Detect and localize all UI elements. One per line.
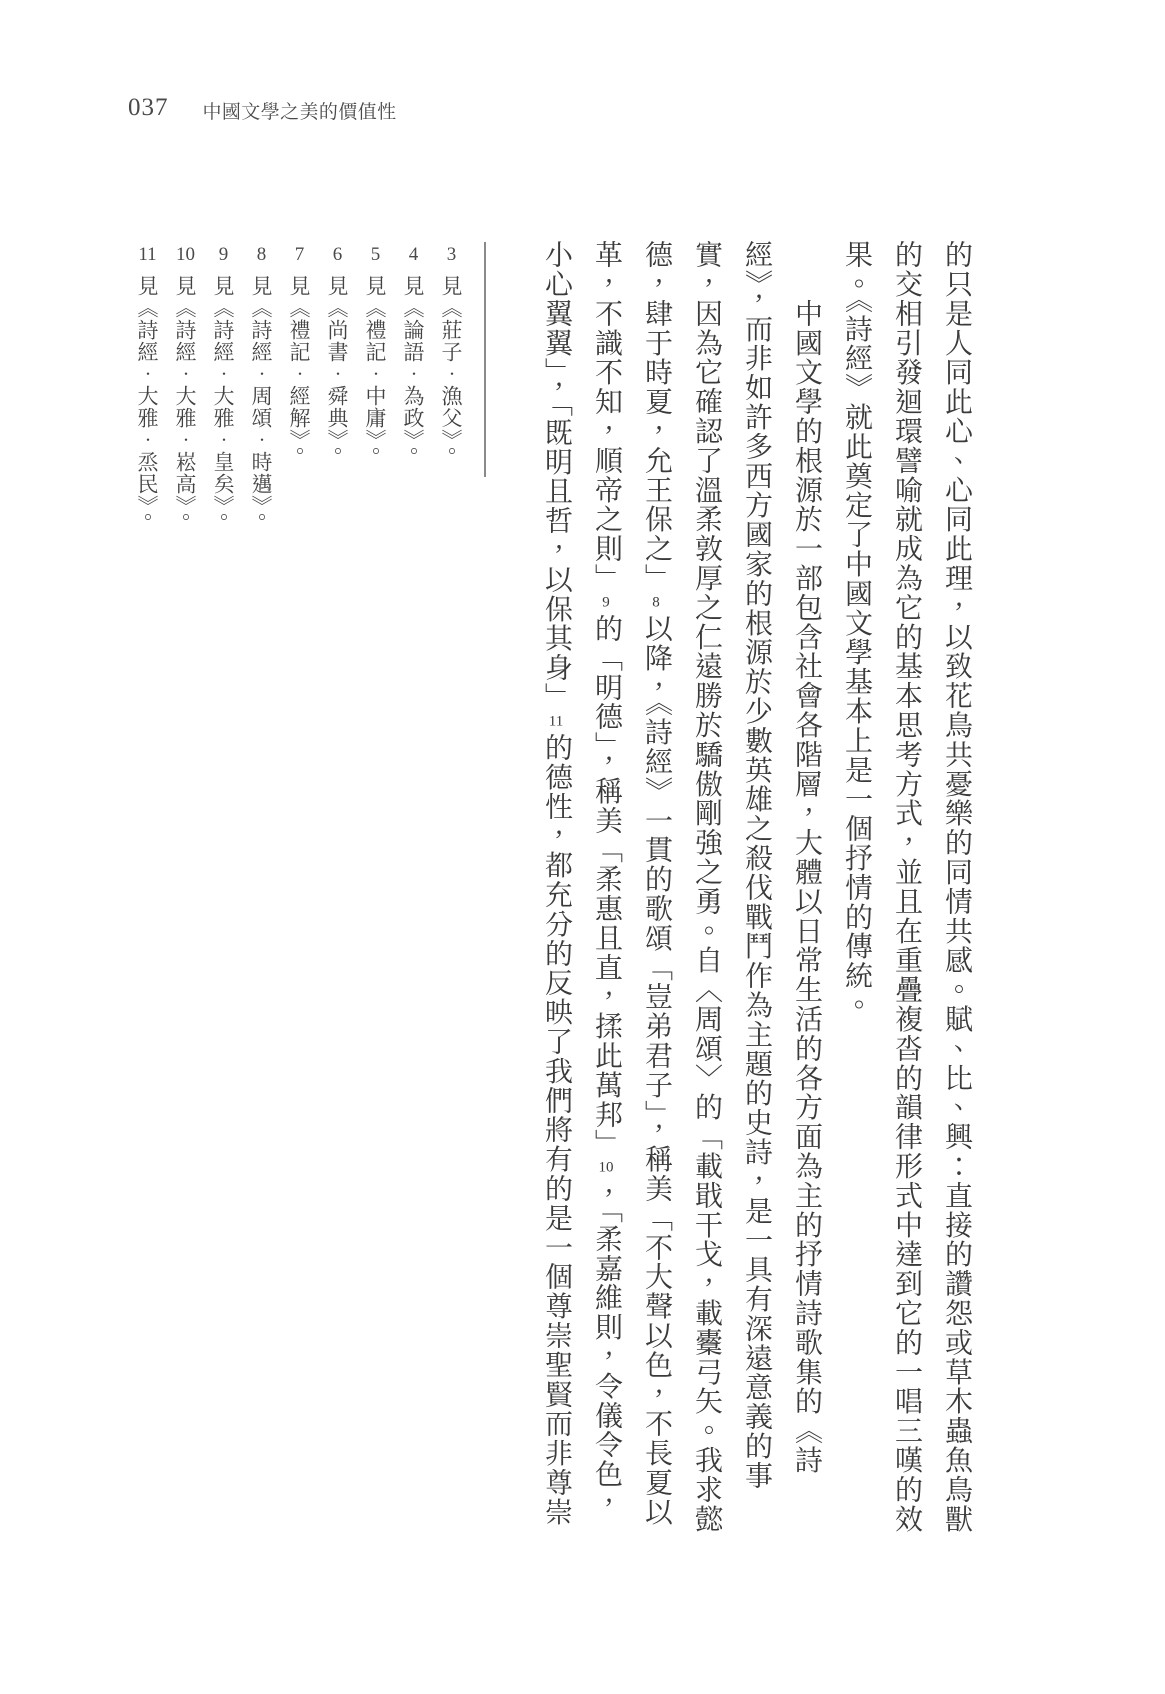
text-column: 果。《詩經》就此奠定了中國文學基本上是一個抒情的傳統。 (841, 240, 872, 1020)
footnote-text: 見《詩經．大雅．崧高》。 (173, 275, 197, 529)
text-column: 經》，而非如許多西方國家的根源於少數英雄之殺伐戰鬥作為主題的史詩，是一具有深遠意義的事 (741, 240, 772, 1491)
text-column: 的交相引發迴環譬喻就成為它的基本思考方式，並且在重疊複沓的韻律形式中達到它的一唱三嘆的效 (891, 240, 922, 1534)
running-title: 中國文學之美的價值性 (202, 102, 397, 123)
footnote-item (432, 245, 470, 575)
footnote-number: 3 (446, 245, 457, 264)
footnote-text: 見《莊子．漁父》。 (439, 275, 463, 463)
footnote-number: 11 (138, 245, 157, 264)
footnote-separator-rule (484, 242, 486, 477)
footnote-text: 見《論語．為政》。 (401, 275, 425, 463)
footnote-item (204, 245, 242, 575)
footnote-text: 見《尚書．舜典》。 (325, 275, 349, 463)
page-header (128, 94, 397, 122)
footnote-text: 見《詩經．周頌．時邁》。 (249, 275, 273, 529)
footnote-item (280, 245, 318, 575)
text-column: 小心翼翼」，「既明且哲，以保其身」11的德性，都充分的反映了我們將有的是一個尊崇聖賢而非尊崇 (541, 240, 572, 1527)
footnote-ref: 8 (652, 594, 660, 610)
text-column: 德，肆于時夏，允王保之」8以降，《詩經》一貫的歌頌「豈弟君子」，稱美「不大聲以色，不長夏以 (641, 240, 672, 1527)
text-column: 革，不識不知，順帝之則」9的「明德」，稱美「柔惠且直，揉此萬邦」10，「柔嘉維則，令儀令色， (591, 240, 622, 1519)
page-number: 037 (128, 94, 169, 121)
footnote-item (318, 245, 356, 575)
footnote-item (166, 245, 204, 575)
footnote-number: 9 (218, 245, 229, 264)
footnotes-block (136, 245, 470, 575)
footnote-text: 見《詩經．大雅．皇矣》。 (211, 275, 235, 529)
footnote-ref: 11 (548, 713, 564, 729)
footnote-number: 10 (176, 245, 195, 264)
text-column: 的只是人同此心、心同此理，以致花鳥共憂樂的同情共感。賦、比、興：直接的讚怨或草木蟲魚鳥獸 (941, 240, 972, 1534)
footnote-text: 見《禮記．經解》。 (287, 275, 311, 463)
footnote-item (242, 245, 280, 575)
footnote-text: 見《禮記．中庸》。 (363, 275, 387, 463)
footnote-item (356, 245, 394, 575)
footnote-number: 7 (294, 245, 305, 264)
text-column: 實，因為它確認了溫柔敦厚之仁遠勝於驕傲剛強之勇。自〈周頌〉的「載戢干戈，載櫜弓矢。我求懿 (691, 240, 722, 1534)
footnote-number: 6 (332, 245, 343, 264)
footnote-number: 8 (256, 245, 267, 264)
main-text-block (529, 240, 981, 1552)
footnote-ref: 9 (602, 594, 610, 610)
footnote-item (394, 245, 432, 575)
footnote-number: 5 (370, 245, 381, 264)
footnote-number: 4 (408, 245, 419, 264)
footnote-ref: 10 (598, 1160, 614, 1176)
footnote-item (128, 245, 166, 575)
text-column: 中國文學的根源於一部包含社會各階層，大體以日常生活的各方面為主的抒情詩歌集的《詩 (791, 240, 822, 1475)
footnote-text: 見《詩經．大雅．烝民》。 (135, 275, 159, 529)
